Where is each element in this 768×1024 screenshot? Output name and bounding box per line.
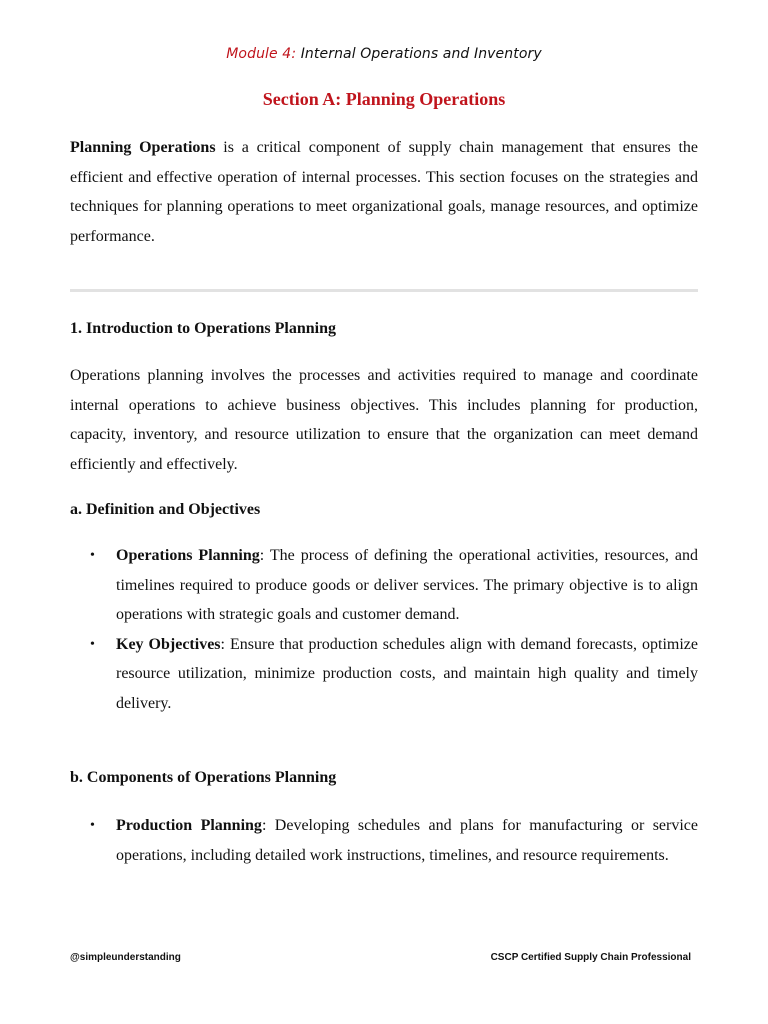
module-header	[0, 46, 768, 62]
section1-heading: 1. Introduction to Operations Planning	[70, 320, 336, 337]
bullet-icon: •	[90, 636, 95, 652]
intro-text: is a critical component of supply chain management that ensures the efficient and effective operation of internal processes. This section focuses on the strategies and techniques for planning operations to meet organizational goals, manage resources, and optimize performance.	[70, 139, 698, 245]
list-item-text: : Ensure that production schedules align with demand forecasts, optimize resource utilization, minimize production costs, and maintain high quality and timely delivery.	[116, 635, 698, 712]
module-title: Internal Operations and Inventory	[300, 46, 542, 62]
footer-title: CSCP Certified Supply Chain Professional	[490, 952, 691, 963]
list-item-term: Operations Planning	[116, 547, 260, 564]
section1-body	[70, 361, 698, 479]
subsection-b-heading-wrap	[70, 767, 698, 789]
subsection-b-list	[70, 811, 698, 870]
subsection-a-list	[70, 541, 698, 719]
list-item-term: Production Planning	[116, 817, 262, 834]
subsection-a-heading-wrap	[70, 499, 698, 521]
intro-paragraph	[70, 133, 698, 251]
list-item-text: : The process of defining the operational activities, resources, and timelines required to produce goods or deliver services. The primary objective is to align operations with strategic goals and customer demand.	[116, 547, 698, 624]
subsection-a-list-wrap	[70, 541, 698, 719]
list-item	[70, 811, 698, 870]
subsection-b-heading: b. Components of Operations Planning	[70, 769, 337, 786]
list-item	[70, 630, 698, 719]
list-item-term: Key Objectives	[116, 635, 221, 653]
subsection-a-heading: a. Definition and Objectives	[70, 501, 261, 518]
section1-paragraph: Operations planning involves the processes and activities required to manage and coordinate internal operations to achieve business objectives. This includes planning for production, capacity, inventory, and resource utilization to ensure that the organization can meet demand efficiently and effectively.	[70, 367, 698, 473]
intro-bold-term: Planning Operations	[70, 139, 216, 156]
section-title: Section A: Planning Operations	[262, 89, 506, 109]
list-item-text: : Developing schedules and plans for manufacturing or service operations, including detailed work instructions, timelines, and resource requirements.	[116, 817, 699, 864]
bullet-icon: •	[90, 548, 95, 563]
intro-block	[70, 133, 698, 251]
section1-heading-wrap	[70, 318, 698, 340]
bullet-icon: •	[90, 818, 95, 833]
list-item	[70, 541, 698, 630]
module-label: Module 4:	[226, 46, 297, 62]
footer-handle: @simpleunderstanding	[70, 952, 181, 963]
horizontal-divider	[70, 289, 698, 292]
subsection-b-list-wrap	[70, 811, 698, 870]
